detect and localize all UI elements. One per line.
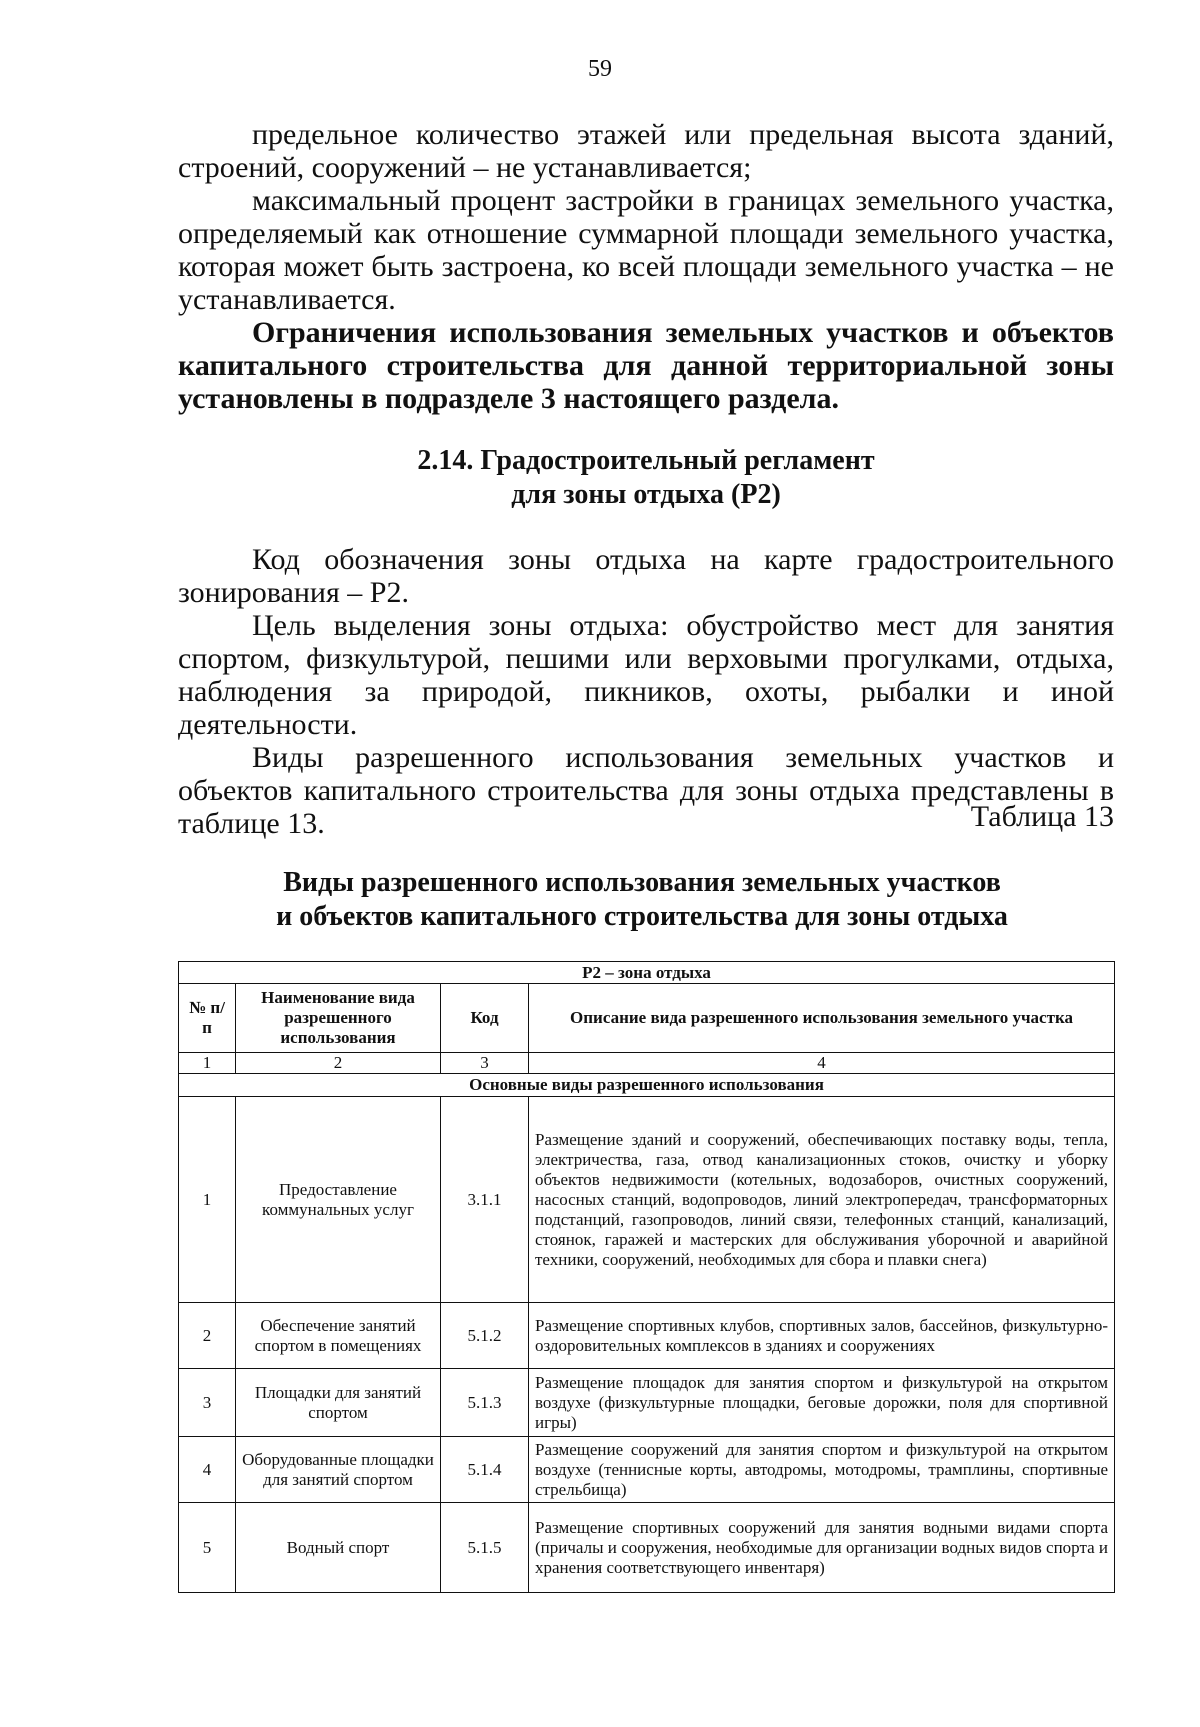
paragraph-zone-code: Код обозначения зоны отдыха на карте градостроительного зонирования – Р2. — [178, 543, 1114, 609]
zone-description-text — [178, 543, 1114, 840]
header-desc: Описание вида разрешенного использования земельного участка — [529, 984, 1115, 1053]
header-name: Наименование вида разрешенного использования — [236, 984, 441, 1053]
paragraph-max-coverage: максимальный процент застройки в границах земельного участка, определяемый как отношение суммарной площади земельного участка, которая может быть застроена, ко всей площади земельного участка – не устанавливается. — [178, 184, 1114, 316]
table-row — [179, 1369, 1115, 1437]
paragraph-zone-purpose: Цель выделения зоны отдыха: обустройство мест для занятия спортом, физкультурой, пешими или верховыми прогулками, отдыха, наблюдения за природой, пикников, охоты, рыбалки и иной деятельности. — [178, 609, 1114, 741]
row-code: 5.1.4 — [441, 1437, 529, 1503]
table-label: Таблица 13 — [970, 800, 1114, 833]
row-desc: Размещение площадок для занятия спортом и физкультурой на открытом воздухе (физкультурные площадки, беговые дорожки, поля для спортивной игры) — [529, 1369, 1115, 1437]
row-name: Площадки для занятий спортом — [236, 1369, 441, 1437]
table-zone-row — [179, 962, 1115, 984]
paragraph-restrictions: Ограничения использования земельных участков и объектов капитального строительства для данной территориальной зоны установлены в подразделе 3 настоящего раздела. — [178, 316, 1114, 415]
row-name: Предоставление коммунальных услуг — [236, 1097, 441, 1303]
table-section-row — [179, 1074, 1115, 1097]
paragraph-max-floors: предельное количество этажей или предельная высота зданий, строений, сооружений – не устанавливается; — [178, 118, 1114, 184]
row-code: 3.1.1 — [441, 1097, 529, 1303]
section-heading-line1: 2.14. Градостроительный регламент — [417, 445, 875, 476]
row-code: 5.1.3 — [441, 1369, 529, 1437]
land-use-table — [178, 961, 1115, 1593]
table-title-line2: и объектов капитального строительства для зоны отдыха — [276, 901, 1008, 932]
zone-title-cell: Р2 – зона отдыха — [179, 962, 1115, 984]
section-heading-line2: для зоны отдыха (Р2) — [511, 479, 781, 510]
table-row — [179, 1437, 1115, 1503]
row-code: 5.1.5 — [441, 1503, 529, 1593]
table-title-line1: Виды разрешенного использования земельных участков — [283, 867, 1001, 898]
column-number: 2 — [236, 1053, 441, 1074]
row-desc: Размещение спортивных сооружений для занятия водными видами спорта (причалы и сооружения, необходимые для организации водных видов спорта и хранения соответствующего инвентаря) — [529, 1503, 1115, 1593]
table-row — [179, 1097, 1115, 1303]
column-number: 4 — [529, 1053, 1115, 1074]
table-header-row — [179, 984, 1115, 1053]
row-num: 1 — [179, 1097, 236, 1303]
header-num: № п/п — [179, 984, 236, 1053]
intro-text — [178, 118, 1114, 415]
header-code: Код — [441, 984, 529, 1053]
row-desc: Размещение сооружений для занятия спортом и физкультурой на открытом воздухе (теннисные корты, автодромы, мотодромы, трамплины, спортивные стрельбища) — [529, 1437, 1115, 1503]
row-desc: Размещение спортивных клубов, спортивных залов, бассейнов, физкультурно-оздоровительных комплексов в зданиях и сооружениях — [529, 1303, 1115, 1369]
page-number: 59 — [588, 56, 612, 82]
row-name: Обеспечение занятий спортом в помещениях — [236, 1303, 441, 1369]
paragraph-zone-uses: Виды разрешенного использования земельных участков и объектов капитального строительства для зоны отдыха представлены в таблице 13. — [178, 741, 1114, 840]
section-title-cell: Основные виды разрешенного использования — [179, 1074, 1115, 1097]
section-heading — [178, 444, 1114, 512]
table-row — [179, 1503, 1115, 1593]
table-title — [130, 866, 1154, 934]
row-num: 4 — [179, 1437, 236, 1503]
row-name: Водный спорт — [236, 1503, 441, 1593]
row-num: 5 — [179, 1503, 236, 1593]
row-desc: Размещение зданий и сооружений, обеспечивающих поставку воды, тепла, электричества, газа, отвод канализационных стоков, очистку и уборку объектов недвижимости (котельных, водозаборов, очистных сооружений, насосных станций, водопроводов, линий электропередач, трансформаторных подстанций, газопроводов, линий связи, телефонных станций, канализаций, стоянок, гаражей и мастерских для обслуживания уборочной и аварийной техники, сооружений, необходимых для сбора и плавки снега) — [529, 1097, 1115, 1303]
row-name: Оборудованные площадки для занятий спортом — [236, 1437, 441, 1503]
row-num: 3 — [179, 1369, 236, 1437]
table-row — [179, 1303, 1115, 1369]
column-number: 3 — [441, 1053, 529, 1074]
column-number: 1 — [179, 1053, 236, 1074]
column-number-row — [179, 1053, 1115, 1074]
row-code: 5.1.2 — [441, 1303, 529, 1369]
row-num: 2 — [179, 1303, 236, 1369]
